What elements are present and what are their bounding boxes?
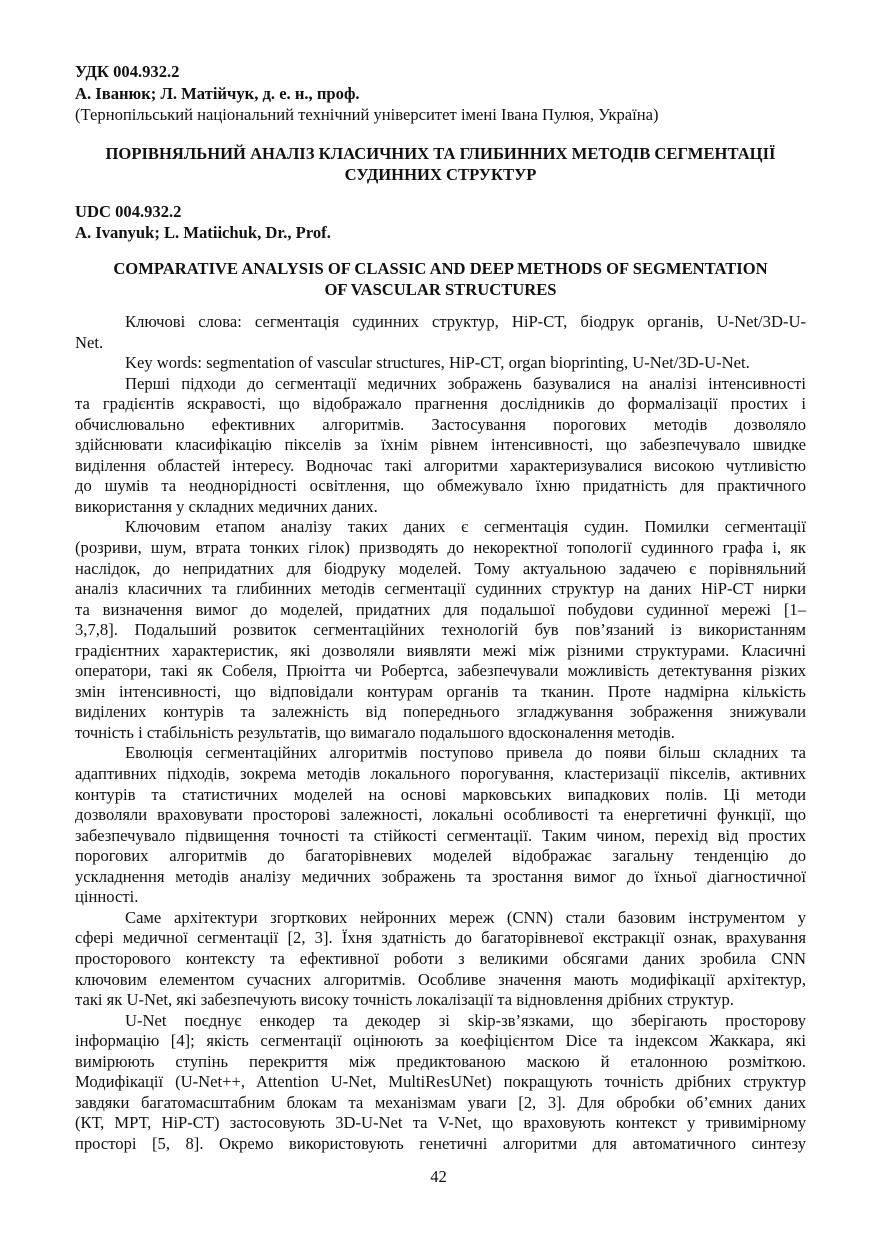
text-line: [75, 538, 806, 559]
text-line: [75, 1134, 806, 1155]
body-text: [75, 312, 806, 1154]
text-line-content: точність і стабільність результатів, що вимагало подальшого вдосконалення методів.: [75, 722, 675, 742]
text-line: [75, 559, 806, 580]
text-line-content: до шумів та неоднорідності освітлення, що обмежувало їхню придатність для практичного: [75, 476, 806, 496]
text-line: [75, 908, 806, 929]
text-line-content: дозволяли враховувати просторові залежності, локальні особливості та енергетичні функції, що: [75, 805, 806, 825]
text-line: [75, 1031, 806, 1052]
text-line-content: змін інтенсивності, що відповідали контурам органів та тканин. Проте надмірна кількість: [75, 681, 806, 701]
text-line: [75, 600, 806, 621]
text-line: [75, 661, 806, 682]
text-line-content: Net.: [75, 332, 104, 352]
udc-ua: УДК 004.932.2: [75, 62, 180, 81]
text-line: [75, 990, 806, 1011]
text-line-content: використання у складних медичних даних.: [75, 496, 378, 516]
text-line: [75, 949, 806, 970]
text-line: [75, 970, 806, 991]
text-line-content: наслідок, до непридатних для біодруку моделей. Тому актуальною задачею є порівняльний: [75, 558, 806, 578]
text-line: [75, 435, 806, 456]
affiliation-ua: (Тернопільський національний технічний університет імені Івана Пулюя, Україна): [75, 105, 659, 124]
text-line: [75, 1052, 806, 1073]
text-line-content: ключовим елементом сучасних алгоритмів. Особливе значення мають модифікації архітектур,: [75, 969, 806, 989]
text-line-content: U-Net поєднує енкодер та декодер зі skip-зв’язками, що зберігають просторову: [125, 1010, 806, 1030]
text-line: [75, 743, 806, 764]
text-line-content: Ключовим етапом аналізу таких даних є сегментація судин. Помилки сегментації: [125, 517, 806, 537]
text-line: [75, 497, 806, 518]
text-line-content: Модифікації (U-Net++, Attention U-Net, MultiResUNet) покращують точність дрібних структур: [75, 1072, 806, 1092]
text-line-content: градієнтних характеристик, які дозволяли виявляти межі між різними структурами. Класичні: [75, 640, 806, 660]
text-line-content: та визначення вимог до моделей, придатних для подальшої побудови судинної мережі [1–: [75, 599, 806, 619]
text-line-content: просторового контексту та ефективної роботи з великими обсягами даних зробила CNN: [75, 948, 806, 968]
authors-en: A. Ivanyuk; L. Matiichuk, Dr., Prof.: [75, 223, 331, 242]
text-line-content: оператори, такі як Собеля, Прюітта чи Робертса, забезпечували можливість детектування різких: [75, 661, 806, 681]
text-line-content: Перші підходи до сегментації медичних зображень базувалися на аналізі інтенсивності: [125, 373, 806, 393]
text-line: [75, 333, 806, 354]
text-line: [75, 805, 806, 826]
text-line: [75, 1011, 806, 1032]
text-line: [75, 702, 806, 723]
text-line-content: 3,7,8]. Подальший розвиток сегментаційних технологій був пов’язаний із використанням: [75, 620, 806, 640]
title-ua-line1: ПОРІВНЯЛЬНИЙ АНАЛІЗ КЛАСИЧНИХ ТА ГЛИБИННИХ МЕТОДІВ СЕГМЕНТАЦІЇ: [105, 144, 776, 163]
text-line-content: інформацію [4]; якість сегментації оцінюють за коефіцієнтом Dice та індексом Жаккара, які: [75, 1031, 806, 1051]
udc-en: UDC 004.932.2: [75, 202, 182, 221]
title-en-line2: OF VASCULAR STRUCTURES: [324, 280, 557, 299]
text-line-content: контурів та статистичних моделей на основі марковських випадкових полів. Ці методи: [75, 784, 806, 804]
text-line: [75, 682, 806, 703]
text-line-content: та градієнтів яскравості, що відображало прагнення дослідників до формалізації простих і: [75, 394, 806, 414]
text-line-content: просторі [5, 8]. Окремо використовують генетичні алгоритми для автоматичного синтезу: [75, 1133, 806, 1153]
text-line: [75, 928, 806, 949]
text-line: [75, 620, 806, 641]
text-line-content: Key words: segmentation of vascular structures, HiP-CT, organ bioprinting, U-Net/3D-U-Net.: [125, 353, 750, 373]
text-line-content: Еволюція сегментаційних алгоритмів поступово привела до появи більш складних та: [125, 743, 806, 763]
text-line-content: (КТ, МРТ, HiP-CT) застосовують 3D-U-Net та V-Net, що враховують контекст у тривимірному: [75, 1113, 806, 1133]
text-line: [75, 476, 806, 497]
text-line-content: обчислювально ефективних алгоритмів. Застосування порогових методів дозволяло: [75, 414, 806, 434]
page-number: 42: [430, 1167, 447, 1186]
title-en: [75, 258, 806, 300]
text-line-content: адаптивних підходів, зокрема методів локального порогування, кластеризації пікселів, активних: [75, 764, 806, 784]
text-line: [75, 312, 806, 333]
text-line-content: Саме архітектури згорткових нейронних мереж (CNN) стали базовим інструментом у: [125, 907, 806, 927]
text-line-content: такі як U-Net, які забезпечують високу точність локалізації та відновлення дрібних структур.: [75, 990, 734, 1010]
text-line: [75, 456, 806, 477]
text-line: [75, 394, 806, 415]
text-line: [75, 579, 806, 600]
text-line: [75, 415, 806, 436]
text-line-content: здійснювати класифікацію пікселів за їхнім рівнем інтенсивності, що забезпечувало швидке: [75, 435, 806, 455]
text-line: [75, 374, 806, 395]
text-line: [75, 764, 806, 785]
text-line-content: (розриви, шум, втрата тонких гілок) призводять до некоректної топології судинного графа і, як: [75, 538, 806, 558]
authors-ua: А. Іванюк; Л. Матійчук, д. е. н., проф.: [75, 84, 360, 103]
text-line: [75, 641, 806, 662]
text-line-content: завдяки багатомасштабним блокам та механізмам уваги [2, 3]. Для обробки об’ємних даних: [75, 1092, 806, 1112]
text-line: [75, 353, 806, 374]
text-line: [75, 867, 806, 888]
text-line-content: Ключові слова: сегментація судинних структур, HiP-CT, біодрук органів, U-Net/3D-U-: [125, 312, 806, 331]
text-line: [75, 785, 806, 806]
text-line-content: забезпечувало підвищення точності та стійкості сегментації. Таким чином, перехід від простих: [75, 825, 806, 845]
text-line: [75, 887, 806, 908]
text-line: [75, 846, 806, 867]
text-line-content: порогових алгоритмів до багаторівневих моделей відображає загальну тенденцію до: [75, 846, 806, 866]
text-line: [75, 1093, 806, 1114]
text-line-content: аналіз класичних та глибинних методів сегментації судинних структур на даних HiP-CT нирки: [75, 579, 806, 599]
text-line-content: виділених контурів та залежність від попереднього згладжування зображення знижували: [75, 702, 806, 722]
text-line-content: ускладнення методів аналізу медичних зображень та зростання вимог до їхньої діагностичної: [75, 866, 806, 886]
text-line: [75, 517, 806, 538]
text-line-content: цінності.: [75, 887, 139, 907]
title-ua: [75, 143, 806, 185]
title-en-line1: COMPARATIVE ANALYSIS OF CLASSIC AND DEEP METHODS OF SEGMENTATION: [113, 259, 768, 278]
text-line: [75, 723, 806, 744]
text-line-content: сфері медичної сегментації [2, 3]. Їхня здатність до багаторівневої екстракції ознак, врахування: [75, 928, 806, 948]
text-line: [75, 1113, 806, 1134]
text-line-content: виділення областей інтересу. Водночас такі алгоритми характеризувалися високою чутливістю: [75, 455, 806, 475]
text-line: [75, 1072, 806, 1093]
title-ua-line2: СУДИННИХ СТРУКТУР: [344, 165, 537, 184]
text-line: [75, 826, 806, 847]
text-line-content: вимірюють ступінь перекриття між предиктованою маскою й еталонною розміткою.: [75, 1051, 806, 1071]
